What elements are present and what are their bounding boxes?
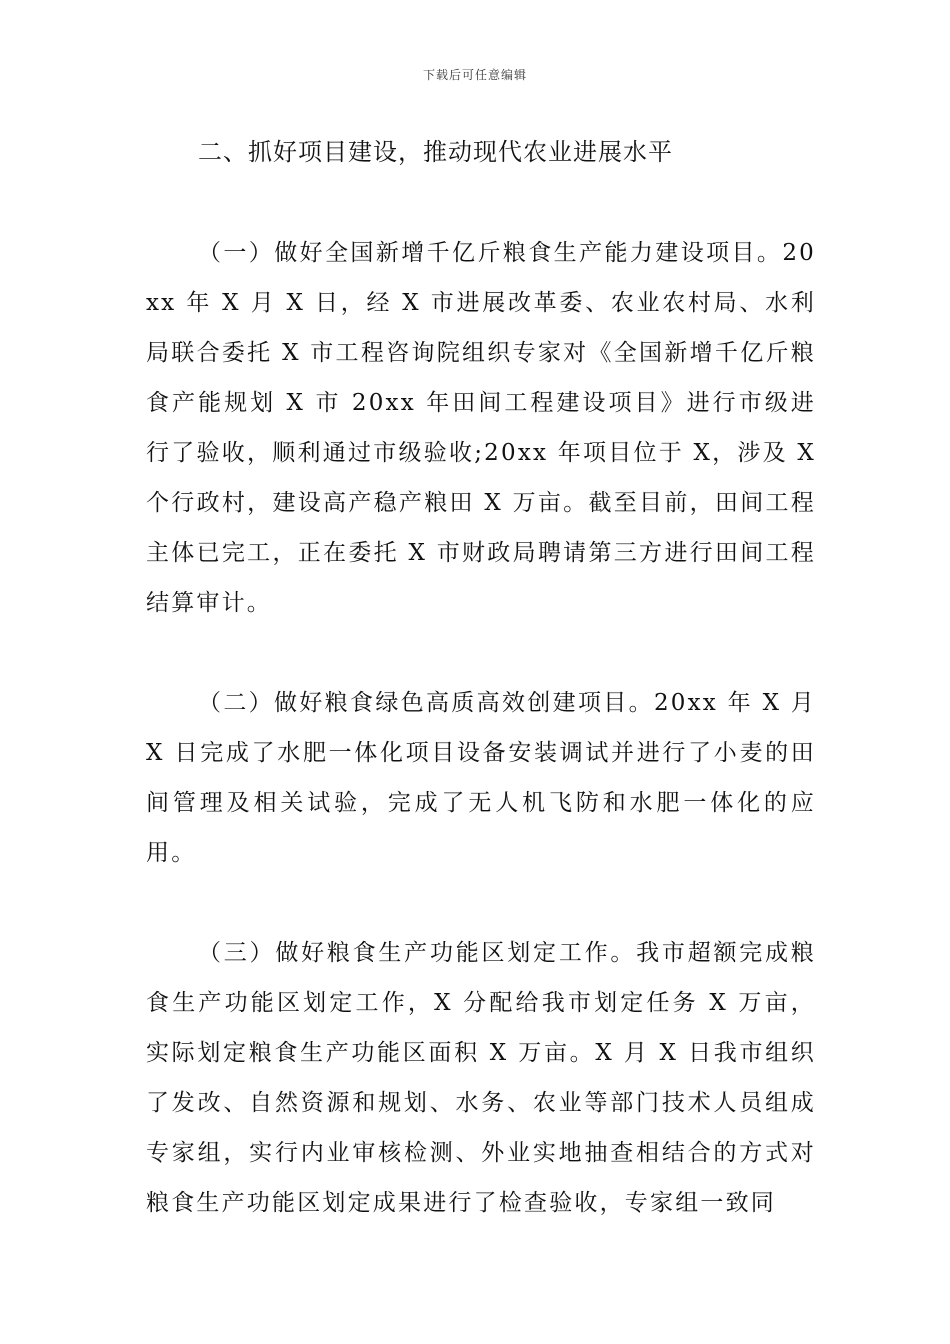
header-note: 下载后可任意编辑: [422, 68, 527, 82]
paragraph-1: （一）做好全国新增千亿斤粮食生产能力建设项目。20xx 年 X 月 X 日，经 X 市进展改革委、农业农村局、水利局联合委托 X 市工程咨询院组织专家对《全国新增千亿斤粮食产能规划 X 市 20xx 年田间工程建设项目》进行市级进行了验收，顺利通过市级验收;20xx 年项目位于 X，涉及 X 个行政村，建设高产稳产粮田 X 万亩。截至目前，田间工程主体已完工，正在委托 X 市财政局聘请第三方进行田间工程结算审计。: [146, 240, 816, 616]
paragraph-3: （三）做好粮食生产功能区划定工作。我市超额完成粮食生产功能区划定工作，X 分配给我市划定任务 X 万亩，实际划定粮食生产功能区面积 X 万亩。X 月 X 日我市组织了发改、自然资源和规划、水务、农业等部门技术人员组成专家组，实行内业审核检测、外业实地抽查相结合的方式对粮食生产功能区划定成果进行了检查验收，专家组一致同: [146, 940, 816, 1216]
document-body: [146, 128, 816, 1278]
section-heading: 二、抓好项目建设，推动现代农业进展水平: [198, 138, 673, 166]
paragraph-2: （二）做好粮食绿色高质高效创建项目。20xx 年 X 月 X 日完成了水肥一体化项目设备安装调试并进行了小麦的田间管理及相关试验，完成了无人机飞防和水肥一体化的应用。: [146, 690, 816, 866]
